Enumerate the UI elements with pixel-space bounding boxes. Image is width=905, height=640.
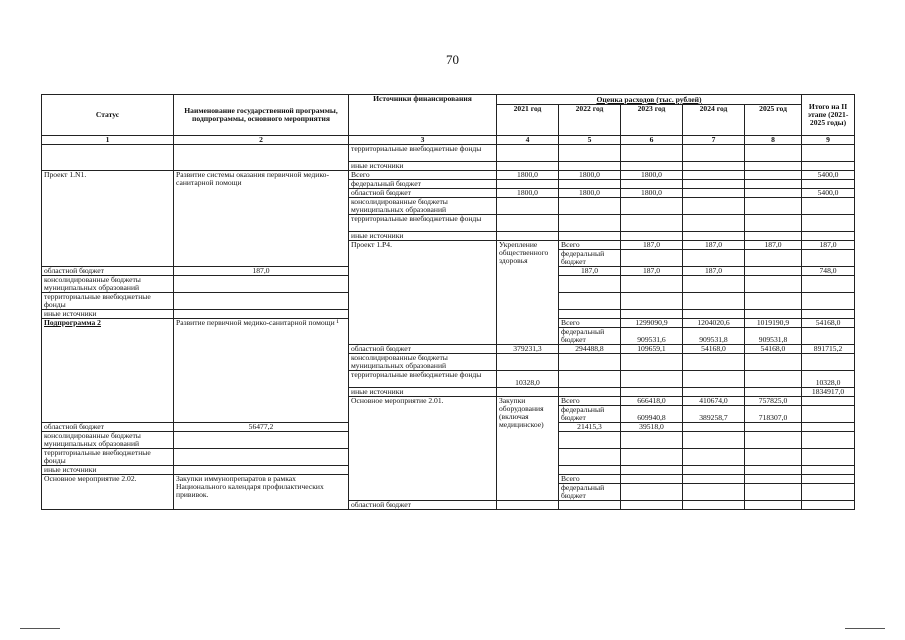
row-year-value [683, 276, 745, 293]
row-funding-source: областной бюджет [42, 267, 174, 276]
row-year-value [683, 388, 745, 397]
row-year-value [621, 501, 683, 510]
row-year-value [683, 484, 745, 501]
row-status: Основное мероприятие 2.02. [42, 475, 174, 510]
col-number: 4 [497, 136, 559, 145]
row-status: Проект 1.Р4. [349, 241, 497, 345]
row-year-value [621, 388, 683, 397]
row-total-value [802, 198, 855, 215]
row-year-value [745, 501, 802, 510]
row-year-value [802, 475, 855, 484]
row-year-value [745, 145, 802, 162]
row-year-value [497, 215, 559, 232]
row-year-value [621, 145, 683, 162]
row-program-name [174, 145, 349, 171]
col-number: 9 [802, 136, 855, 145]
row-year-value: 187,0 [559, 267, 621, 276]
row-funding-source: областной бюджет [349, 501, 497, 510]
row-year-value: 389258,7 [683, 406, 745, 423]
row-total-value [802, 180, 855, 189]
row-status: Основное мероприятие 2.01. [349, 397, 497, 501]
row-funding-source: территориальные внебюджетные фонды [42, 449, 174, 466]
row-year-value: 187,0 [621, 241, 683, 250]
row-year-value [559, 371, 621, 388]
row-total-value [802, 501, 855, 510]
row-year-value [497, 145, 559, 162]
row-total-value [802, 354, 855, 371]
row-year-value [745, 466, 802, 475]
row-year-value [497, 180, 559, 189]
row-year-value: 39518,0 [621, 423, 683, 432]
row-year-value: 187,0 [621, 267, 683, 276]
header-year-2021: 2021 год [497, 105, 559, 136]
row-year-value [683, 162, 745, 171]
row-funding-source: иные источники [349, 162, 497, 171]
row-year-value [683, 250, 745, 267]
row-total-value: 1834917,0 [802, 388, 855, 397]
row-year-value [745, 432, 802, 449]
row-funding-source: Всего [349, 171, 497, 180]
row-total-value: 891715,2 [802, 345, 855, 354]
header-year-2023: 2023 год [621, 105, 683, 136]
row-year-value [621, 354, 683, 371]
col-number: 2 [174, 136, 349, 145]
header-year-2025: 2025 год [745, 105, 802, 136]
row-year-value [683, 475, 745, 484]
row-year-value: 10328,0 [497, 371, 559, 388]
row-year-value: 1800,0 [559, 189, 621, 198]
row-year-value [683, 371, 745, 388]
row-status-text: Подпрограмма 2 [44, 318, 101, 327]
row-year-value: 187,0 [683, 267, 745, 276]
col-number: 1 [42, 136, 174, 145]
row-funding-source: консолидированные бюджеты муниципальных образований [349, 198, 497, 215]
row-year-value [621, 180, 683, 189]
row-year-value: 187,0 [802, 241, 855, 250]
row-status: Проект 1.N1. [42, 171, 174, 267]
row-year-value [559, 198, 621, 215]
row-year-value [745, 232, 802, 241]
header-estimate: Оценка расходов (тыс. рублей) [497, 95, 802, 105]
row-year-value: 379231,3 [497, 345, 559, 354]
row-program-name: Закупки оборудования (включая медицинское) [497, 397, 559, 501]
row-year-value: 1299090,9 [621, 319, 683, 328]
row-year-value: 187,0 [683, 241, 745, 250]
row-year-value [745, 162, 802, 171]
row-year-value [559, 449, 621, 466]
row-year-value [745, 198, 802, 215]
row-year-value [683, 180, 745, 189]
row-year-value [559, 145, 621, 162]
row-total-value [802, 449, 855, 466]
row-year-value [559, 466, 621, 475]
header-year-2024: 2024 год [683, 105, 745, 136]
row-total-value [802, 162, 855, 171]
row-year-value: 109659,1 [621, 345, 683, 354]
row-year-value [497, 198, 559, 215]
row-year-value [683, 423, 745, 432]
row-funding-source: иные источники [42, 466, 174, 475]
row-year-value [683, 501, 745, 510]
header-year-2022: 2022 год [559, 105, 621, 136]
row-year-value [745, 388, 802, 397]
row-year-value [802, 484, 855, 501]
row-year-value [174, 466, 349, 475]
row-funding-source: федеральный бюджет [559, 406, 621, 423]
row-year-value [621, 475, 683, 484]
row-year-value [683, 232, 745, 241]
row-year-value [559, 162, 621, 171]
header-sources: Источники финансирования [349, 95, 497, 136]
row-year-value: 54168,0 [745, 345, 802, 354]
row-total-value [802, 215, 855, 232]
row-year-value [745, 484, 802, 501]
row-funding-source: иные источники [349, 388, 497, 397]
row-year-value: 294488,8 [559, 345, 621, 354]
row-year-value: 56477,2 [174, 423, 349, 432]
row-year-value [621, 484, 683, 501]
row-year-value [559, 293, 621, 310]
row-year-value [745, 171, 802, 180]
row-year-value: 909531,8 [745, 328, 802, 345]
row-year-value [802, 328, 855, 345]
row-year-value [621, 232, 683, 241]
row-year-value [621, 293, 683, 310]
row-year-value: 909531,6 [621, 328, 683, 345]
row-year-value [621, 276, 683, 293]
column-numbers-row [42, 136, 855, 145]
row-funding-source: Всего [559, 319, 621, 328]
row-status [42, 319, 174, 423]
row-total-value [802, 466, 855, 475]
row-funding-source: территориальные внебюджетные фонды [349, 215, 497, 232]
row-total-value [802, 310, 855, 319]
row-year-value [621, 310, 683, 319]
col-number: 6 [621, 136, 683, 145]
row-funding-source: Всего [559, 475, 621, 484]
row-funding-source: территориальные внебюджетные фонды [349, 371, 497, 388]
row-year-value [745, 475, 802, 484]
row-year-value [174, 293, 349, 310]
row-year-value [683, 354, 745, 371]
row-year-value [683, 189, 745, 198]
row-year-value [621, 449, 683, 466]
row-year-value [621, 371, 683, 388]
row-funding-source: федеральный бюджет [559, 250, 621, 267]
row-year-value [497, 354, 559, 371]
row-total-value: 5400,0 [802, 171, 855, 180]
row-year-value [745, 250, 802, 267]
row-year-value [174, 310, 349, 319]
bottom-rule-right [845, 628, 885, 629]
row-year-value [559, 501, 621, 510]
row-year-value [683, 215, 745, 232]
table-body [42, 145, 855, 510]
row-year-value: 1019190,9 [745, 319, 802, 328]
row-funding-source: Всего [559, 397, 621, 406]
row-year-value [745, 180, 802, 189]
row-year-value [559, 310, 621, 319]
table-row [42, 171, 855, 180]
row-program-name: Закупки иммунопрепаратов в рамках Национального календаря профилактических прививок. [174, 475, 349, 510]
row-year-value [497, 232, 559, 241]
row-funding-source: федеральный бюджет [349, 180, 497, 189]
row-year-value [621, 198, 683, 215]
row-funding-source: областной бюджет [42, 423, 174, 432]
row-year-value [745, 276, 802, 293]
row-year-value: 609940,8 [621, 406, 683, 423]
row-year-value [745, 267, 802, 276]
bottom-rule-left [20, 628, 60, 629]
row-year-value [559, 354, 621, 371]
row-year-value [802, 397, 855, 406]
budget-table-container [41, 94, 854, 594]
row-year-value [683, 466, 745, 475]
header-total: Итого на II этапе (2021-2025 годы) [802, 95, 855, 136]
row-total-value [802, 145, 855, 162]
row-year-value [745, 189, 802, 198]
row-year-value [174, 432, 349, 449]
row-total-value [802, 276, 855, 293]
row-year-value: 718307,0 [745, 406, 802, 423]
row-year-value [559, 388, 621, 397]
row-year-value [559, 232, 621, 241]
row-funding-source: областной бюджет [349, 189, 497, 198]
row-year-value [745, 310, 802, 319]
row-year-value [559, 180, 621, 189]
row-year-value: 909531,8 [683, 328, 745, 345]
row-total-value [802, 432, 855, 449]
row-year-value: 1204020,6 [683, 319, 745, 328]
row-total-value: 5400,0 [802, 189, 855, 198]
row-year-value [683, 449, 745, 466]
row-funding-source: областной бюджет [349, 345, 497, 354]
col-number: 3 [349, 136, 497, 145]
row-year-value: 54168,0 [683, 345, 745, 354]
row-year-value [745, 371, 802, 388]
col-number: 8 [745, 136, 802, 145]
row-year-value [683, 432, 745, 449]
row-year-value [683, 145, 745, 162]
row-year-value: 187,0 [174, 267, 349, 276]
col-number: 7 [683, 136, 745, 145]
row-year-value [745, 423, 802, 432]
budget-table [41, 94, 855, 510]
row-total-value: 10328,0 [802, 371, 855, 388]
row-year-value [621, 250, 683, 267]
row-year-value [621, 162, 683, 171]
row-year-value: 1800,0 [497, 189, 559, 198]
row-funding-source: консолидированные бюджеты муниципальных образований [42, 276, 174, 293]
row-year-value [497, 162, 559, 171]
row-program-name: Укрепление общественного здоровья [497, 241, 559, 345]
row-year-value [745, 293, 802, 310]
row-year-value [559, 432, 621, 449]
row-year-value: 1800,0 [497, 171, 559, 180]
row-year-value [745, 354, 802, 371]
page-number: 70 [446, 52, 459, 67]
row-status [42, 145, 174, 171]
row-total-value [802, 232, 855, 241]
row-year-value [621, 215, 683, 232]
row-year-value [683, 293, 745, 310]
row-total-value [802, 423, 855, 432]
row-year-value [745, 215, 802, 232]
row-year-value [559, 215, 621, 232]
header-name: Наименование государственной программы, подпрограммы, основного мероприятия [174, 95, 349, 136]
row-funding-source: федеральный бюджет [559, 484, 621, 501]
row-funding-source: иные источники [349, 232, 497, 241]
row-year-value [174, 276, 349, 293]
row-year-value [745, 449, 802, 466]
row-year-value [683, 310, 745, 319]
row-funding-source: федеральный бюджет [559, 328, 621, 345]
row-year-value [802, 406, 855, 423]
row-year-value: 1800,0 [621, 189, 683, 198]
row-funding-source: Всего [559, 241, 621, 250]
row-funding-source: территориальные внебюджетные фонды [349, 145, 497, 162]
row-year-value [497, 501, 559, 510]
row-year-value [683, 171, 745, 180]
header-status: Статус [42, 95, 174, 136]
row-year-value [559, 276, 621, 293]
row-year-value [683, 198, 745, 215]
row-funding-source: иные источники [42, 310, 174, 319]
row-year-value: 1800,0 [621, 171, 683, 180]
row-year-value: 54168,0 [802, 319, 855, 328]
row-total-value [802, 293, 855, 310]
row-year-value: 1800,0 [559, 171, 621, 180]
row-year-value [621, 466, 683, 475]
row-year-value: 410674,0 [683, 397, 745, 406]
row-funding-source: консолидированные бюджеты муниципальных образований [349, 354, 497, 371]
row-year-value [174, 449, 349, 466]
row-year-value: 187,0 [745, 241, 802, 250]
table-row [42, 145, 855, 162]
row-funding-source: территориальные внебюджетные фонды [42, 293, 174, 310]
row-program-name: Развитие первичной медико-санитарной помощи ¹ [174, 319, 349, 423]
row-funding-source: консолидированные бюджеты муниципальных образований [42, 432, 174, 449]
row-total-value: 748,0 [802, 267, 855, 276]
col-number: 5 [559, 136, 621, 145]
row-year-value: 757825,0 [745, 397, 802, 406]
row-year-value: 21415,3 [559, 423, 621, 432]
row-year-value: 666418,0 [621, 397, 683, 406]
row-year-value [621, 432, 683, 449]
row-program-name: Развитие системы оказания первичной медико-санитарной помощи [174, 171, 349, 267]
row-year-value [497, 388, 559, 397]
row-year-value [802, 250, 855, 267]
